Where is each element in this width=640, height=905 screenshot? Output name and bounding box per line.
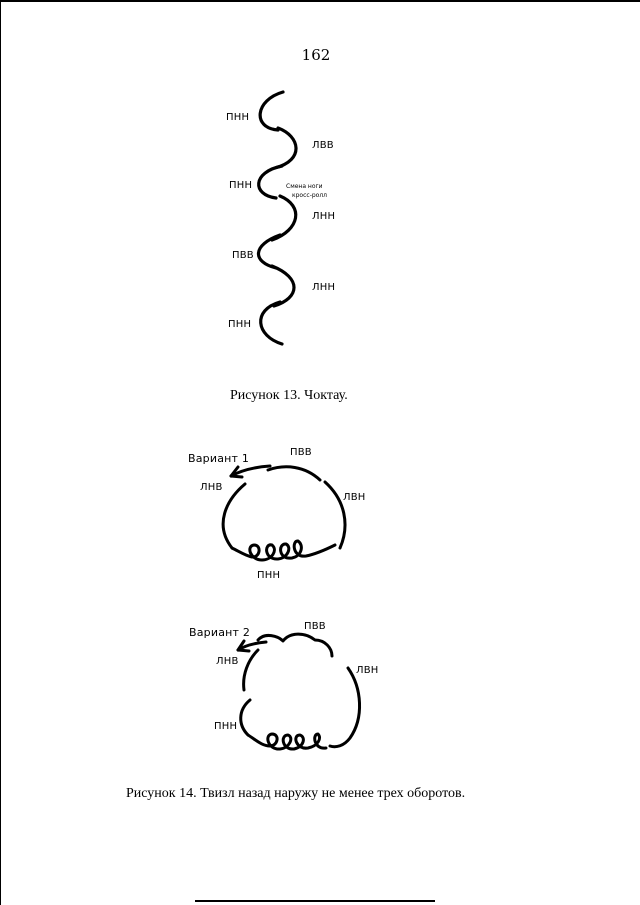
- fig13-label-lnn-2: ЛНН: [312, 282, 336, 293]
- fig14-v2-label-lnv: ЛНВ: [216, 656, 239, 667]
- fig13-note-line-2: кросс-ролл: [292, 192, 328, 199]
- scan-edge-bottom: [195, 900, 435, 902]
- fig14-v1-label-pvv: ПВВ: [290, 447, 312, 458]
- fig14-v1-title: Вариант 1: [188, 452, 250, 465]
- fig13-label-pnn-3: ПНН: [228, 319, 252, 330]
- fig14-v2-title: Вариант 2: [189, 626, 251, 639]
- fig14-v1-label-lnv: ЛНВ: [200, 482, 223, 493]
- fig13-label-pnn-1: ПНН: [226, 112, 250, 123]
- fig14-v2-label-pvv: ПВВ: [304, 621, 326, 632]
- figure-14-caption: Рисунок 14. Твизл назад наружу не менее трех оборотов.: [126, 786, 466, 801]
- twizzle-loops: [248, 734, 326, 749]
- edge-arc-lnv: [244, 650, 258, 690]
- fig14-v1-label-lvn: ЛВН: [343, 492, 366, 503]
- figure-13-caption: Рисунок 13. Чоктау.: [230, 388, 348, 403]
- fig13-label-lvv: ЛВВ: [312, 140, 334, 151]
- fig13-label-lnn-1: ЛНН: [312, 211, 336, 222]
- fig13-label-pnn-2: ПНН: [229, 180, 253, 191]
- page-number: 162: [301, 46, 331, 64]
- fig14-v2-label-lvn: ЛВН: [356, 665, 379, 676]
- fig14-v1-label-pnn: ПНН: [257, 570, 281, 581]
- edge-arc-pnn-left: [241, 700, 250, 735]
- fig13-label-pvv: ПВВ: [232, 250, 254, 261]
- fig14-v2-label-pnn: ПНН: [214, 721, 238, 732]
- fig13-note-line-1: Смена ноги: [286, 183, 323, 190]
- edge-arc-lvn: [330, 668, 360, 747]
- edge-arc-pvv: [258, 634, 332, 656]
